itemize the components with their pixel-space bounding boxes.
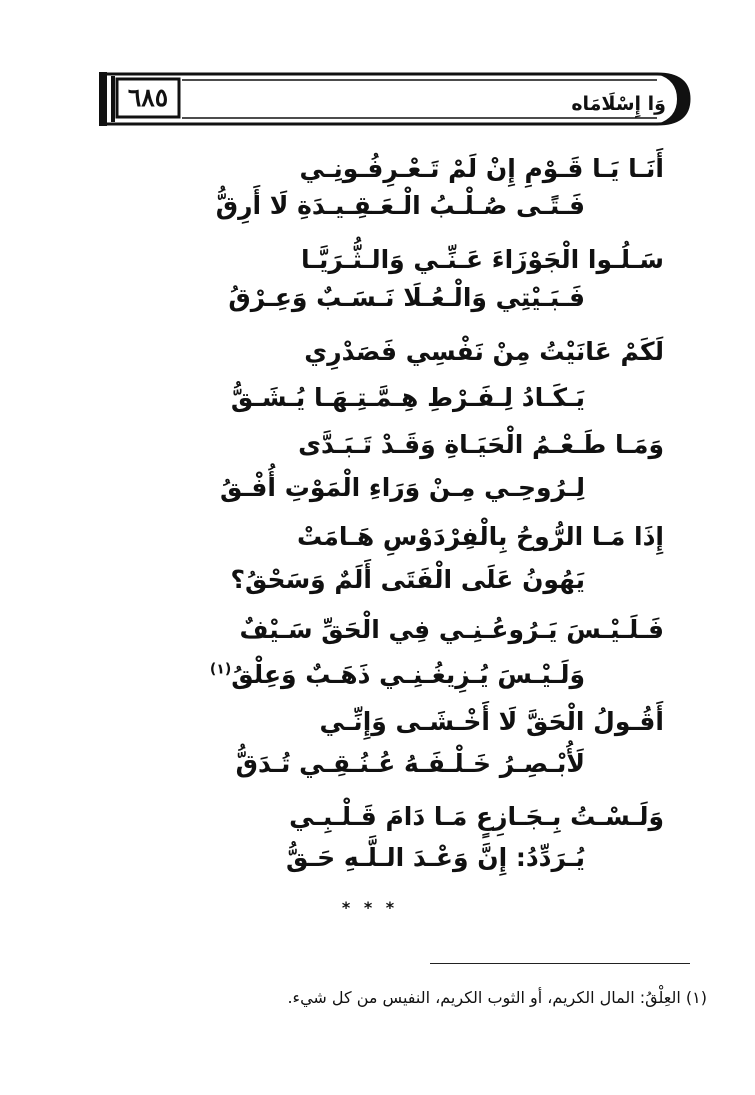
verse-7-second-hemistich: لَأُبْـصِـرُ خَـلْـفَـهُ عُـنُـقِـي تُـدَقُّ (235, 749, 585, 778)
verse-8-first-hemistich: وَلَـسْـتُ بِـجَـازِعٍ مَـا دَامَ قَـلْـبِـي (289, 802, 664, 831)
footnote-reference: (١) (209, 661, 232, 678)
verse-6-first-hemistich: فَـلَـيْـسَ يَـرُوعُـنِـي فِي الْحَقِّ سَـيْفٌ (239, 615, 664, 644)
verse-4-second-hemistich: لِـرُوحِـي مِـنْ وَرَاءِ الْمَوْتِ أُفْـقُ (219, 473, 585, 502)
verse-8-second-hemistich: يُـرَدِّدُ: إِنَّ وَعْـدَ الـلَّـهِ حَـقُّ (286, 843, 585, 872)
page-number: ٦٨٥ (127, 83, 169, 112)
running-title: وَا إِسْلَامَاه (571, 93, 666, 115)
verse-1-first-hemistich: أَنَـا يَـا قَـوْمِ إِنْ لَمْ تَـعْـرِفُـونِـي (299, 154, 664, 183)
verse-3-first-hemistich: لَكَمْ عَانَيْتُ مِنْ نَفْسِي فَصَدْرِي (304, 337, 664, 366)
footnote-rule (430, 963, 690, 964)
verse-2-second-hemistich: فَـبَـيْتِي وَالْـعُـلَا نَـسَـبٌ وَعِـرْقُ (228, 283, 585, 312)
verse-7-first-hemistich: أَقُـولُ الْحَقَّ لَا أَخْـشَـى وَإِنِّـي (319, 707, 664, 736)
verse-6-second-text: وَلَـيْـسَ يُـزِيغُـنِـي ذَهَـبٌ وَعِلْقُ (231, 660, 585, 689)
verse-3-second-hemistich: يَـكَـادُ لِـفَـرْطِ هِـمَّـتِـهَـا يُـشَـقُّ (230, 383, 585, 412)
section-separator: * * * (341, 898, 399, 917)
verse-5-first-hemistich: إِذَا مَـا الرُّوحُ بِالْفِرْدَوْسِ هَـامَتْ (296, 522, 664, 551)
verse-1-second-hemistich: فَـتًـى صُـلْـبُ الْـعَـقِـيـدَةِ لَا أَرِقُّ (215, 191, 585, 220)
verse-4-first-hemistich: وَمَـا طَـعْـمُ الْحَيَـاةِ وَقَـدْ تَـبَـدَّى (298, 430, 664, 459)
footnote: (١) العِلْقُ: المال الكريم، أو الثوب الكريم، النفيس من كل شيء. (287, 988, 707, 1007)
verse-5-second-hemistich: يَهُونُ عَلَى الْفَتَى أَلَمٌ وَسَحْقُ؟ (230, 565, 585, 594)
verse-2-first-hemistich: سَـلُـوا الْجَوْزَاءَ عَـنِّـي وَالـثُّـرَيَّـا (301, 245, 664, 274)
verse-6-second-hemistich (210, 655, 585, 695)
